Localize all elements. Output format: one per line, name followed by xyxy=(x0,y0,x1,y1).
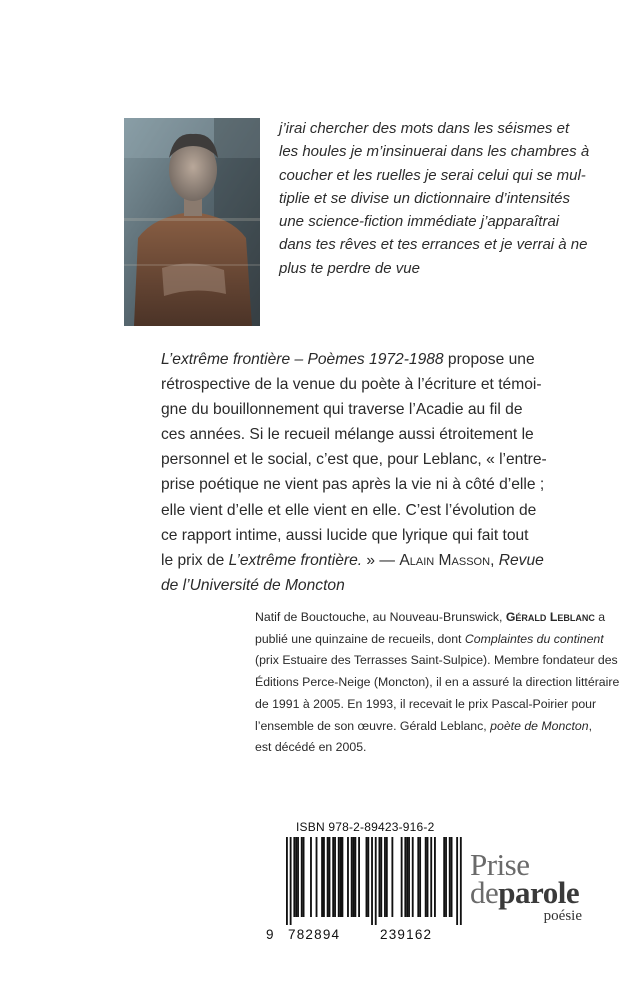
isbn-group-left: 782894 xyxy=(288,927,341,942)
poem-line: dans tes rêves et tes errances et je verrai à ne xyxy=(279,236,588,254)
blurb-line: gne du bouillonnement qui traverse l’Acadie au fil de xyxy=(161,401,523,419)
barcode-bar xyxy=(334,837,336,917)
barcode-bar xyxy=(443,837,445,917)
book-title: L’extrême frontière – Poèmes 1972-1988 xyxy=(161,351,444,368)
author-name: Gérald Leblanc xyxy=(505,610,595,624)
barcode-bar xyxy=(332,837,334,917)
bio-line xyxy=(255,716,615,738)
bio-line xyxy=(255,607,615,629)
barcode-bar xyxy=(286,837,288,925)
blurb-line: rétrospective de la venue du poète à l’écriture et témoi- xyxy=(161,376,542,394)
barcode-bar xyxy=(460,837,462,925)
book-title: Complaintes du continent xyxy=(464,631,604,646)
barcode-bar xyxy=(310,837,312,917)
isbn-digits xyxy=(266,927,466,942)
author-bio xyxy=(255,607,620,759)
publisher-logo xyxy=(470,847,590,924)
blurb-line xyxy=(161,347,601,372)
barcode xyxy=(282,837,464,927)
blurb-line: elle vient d’elle et elle vient en elle. C’est l’évolution de xyxy=(161,501,537,519)
barcode-bar xyxy=(427,837,429,917)
barcode-bar xyxy=(419,837,421,917)
logo-parole: parole xyxy=(498,875,580,910)
blurb-line xyxy=(161,548,601,573)
blurb-line: ce rapport intime, aussi lucide que lyrique qui fait tout xyxy=(161,526,529,544)
barcode-bar xyxy=(354,837,356,917)
barcode-bar xyxy=(342,837,344,917)
barcode-bar xyxy=(323,837,325,917)
blurb-text: le prix de xyxy=(161,551,229,569)
barcode-bar xyxy=(430,837,432,917)
barcode-bar xyxy=(408,837,410,917)
barcode-bar xyxy=(417,837,419,917)
barcode-bar xyxy=(451,837,453,917)
journal-name: de l’Université de Moncton xyxy=(161,576,345,594)
blurb-text: , xyxy=(490,551,499,569)
barcode-bar xyxy=(295,837,297,917)
bio-text: Natif de Bouctouche, au Nouveau-Brunswick, xyxy=(255,610,506,624)
barcode-bar xyxy=(301,837,303,917)
blurb-line: personnel et le social, c’est que, pour Leblanc, « l’entre- xyxy=(161,451,547,469)
bio-line: Éditions Perce-Neige (Moncton), il en a assuré la direction littéraire xyxy=(255,675,620,690)
bio-line xyxy=(255,629,615,651)
book-title: L’extrême frontière. xyxy=(228,551,363,569)
barcode-bar xyxy=(366,837,368,917)
barcode-bar xyxy=(316,837,318,917)
barcode-bar xyxy=(347,837,349,917)
barcode-bar xyxy=(445,837,447,917)
poem-line: une science-fiction immédiate j’apparaîtrai xyxy=(279,213,560,231)
barcode-bar xyxy=(340,837,342,917)
barcode-bar xyxy=(380,837,382,917)
barcode-bar xyxy=(404,837,406,917)
barcode-bar xyxy=(425,837,427,917)
poem-excerpt xyxy=(279,117,624,280)
barcode-bar xyxy=(456,837,458,925)
barcode-bar xyxy=(379,837,381,917)
poem-line: coucher et les ruelles je serai celui qui se mul- xyxy=(279,166,586,184)
barcode-bar xyxy=(290,837,292,925)
barcode-bar xyxy=(297,837,299,917)
barcode-bar xyxy=(401,837,403,917)
book-description xyxy=(161,347,601,598)
logo-collection: poésie xyxy=(543,908,582,924)
barcode-bar xyxy=(406,837,408,917)
bio-text: , xyxy=(588,718,593,733)
barcode-bar xyxy=(391,837,393,917)
barcode-bar xyxy=(358,837,360,917)
barcode-bar xyxy=(351,837,353,917)
poem-line: tiplie et se divise un dictionnaire d’intensités xyxy=(279,189,570,207)
barcode-bar xyxy=(353,837,355,917)
logo-de: de xyxy=(470,875,499,910)
bio-text: publié une quinzaine de recueils, dont xyxy=(255,631,465,646)
bio-text: l’ensemble de son œuvre. Gérald Leblanc, xyxy=(255,718,491,733)
blurb-text: propose une xyxy=(443,351,535,368)
barcode-bar xyxy=(327,837,329,917)
barcode-bar xyxy=(371,837,373,925)
logo-line-deparole xyxy=(470,875,590,910)
bio-line: de 1991 à 2005. En 1993, il recevait le prix Pascal-Poirier pour xyxy=(255,696,597,711)
poem-line: les houles je m’insinuerai dans les chambres à xyxy=(279,143,590,161)
barcode-bar xyxy=(338,837,340,917)
barcode-bar xyxy=(293,837,295,917)
bio-line: est décédé en 2005. xyxy=(255,740,367,755)
barcode-bar xyxy=(384,837,386,917)
barcode-bar xyxy=(375,837,377,925)
bio-line: (prix Estuaire des Terrasses Saint-Sulpice). Membre fondateur des xyxy=(255,653,618,668)
isbn-group-right: 239162 xyxy=(380,927,433,942)
quote-author: Alain Masson xyxy=(399,551,491,569)
blurb-line xyxy=(161,573,601,598)
author-photo xyxy=(124,118,260,326)
logo-line-prise: Prise xyxy=(470,847,530,882)
barcode-bar xyxy=(321,837,323,917)
blurb-text: » — xyxy=(362,551,400,569)
barcode-bar xyxy=(412,837,414,917)
poem-line: plus te perdre de vue xyxy=(279,259,420,277)
barcode-bar xyxy=(386,837,388,917)
barcode-bar xyxy=(434,837,436,917)
bio-italic: poète de Moncton xyxy=(490,718,589,733)
bio-text: a xyxy=(594,610,606,624)
blurb-line: ces années. Si le recueil mélange aussi étroitement le xyxy=(161,426,534,444)
journal-name: Revue xyxy=(498,551,544,569)
barcode-bar xyxy=(449,837,451,917)
blurb-line: prise poétique ne vient pas après la vie ni à côté d’elle ; xyxy=(161,476,545,494)
poem-line: j’irai chercher des mots dans les séismes et xyxy=(279,120,570,137)
isbn-label: ISBN 978-2-89423-916-2 xyxy=(296,820,435,834)
barcode-bar xyxy=(329,837,331,917)
barcode-bar xyxy=(367,837,369,917)
portrait-image xyxy=(124,118,260,326)
isbn-first-digit: 9 xyxy=(266,927,275,942)
barcode-bar xyxy=(303,837,305,917)
